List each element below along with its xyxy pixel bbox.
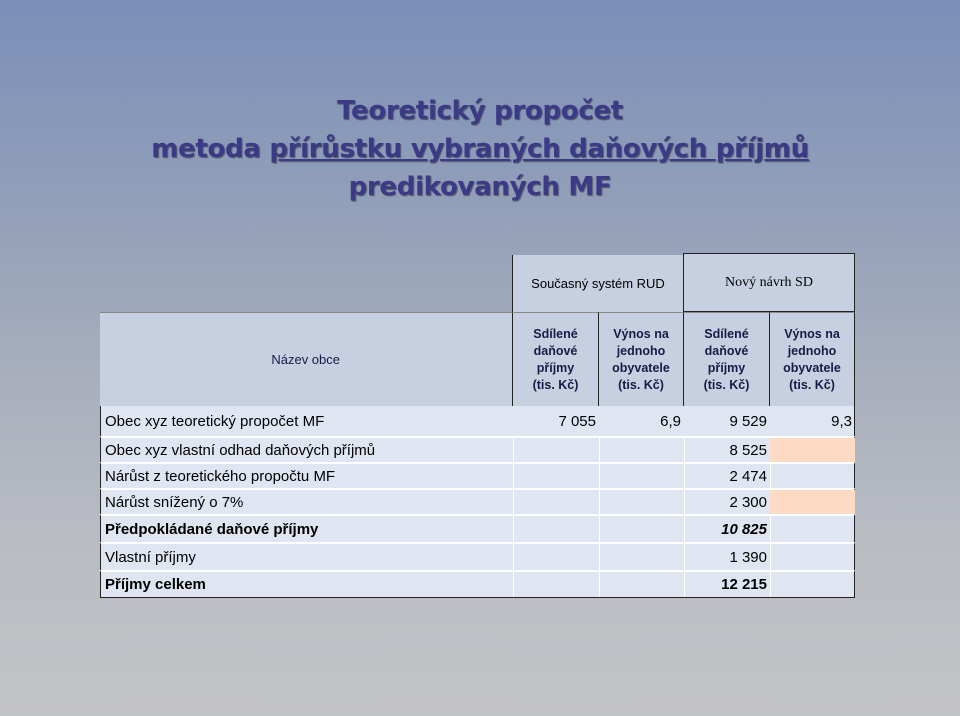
slide-title (0, 92, 960, 206)
table-row (100, 570, 855, 598)
row-value-current-per-capita (599, 490, 684, 514)
group-header-new-sd: Nový návrh SD (683, 253, 855, 312)
column-header-current-shared: Sdílené daňové příjmy (tis. Kč) (512, 312, 598, 406)
row-label: Příjmy celkem (105, 576, 206, 593)
row-value-new-shared: 1 390 (684, 544, 770, 570)
row-value-new-per-capita (770, 490, 855, 514)
table-row (100, 488, 855, 514)
column-header-new-shared: Sdílené daňové příjmy (tis. Kč) (683, 312, 769, 406)
row-value-new-per-capita (770, 516, 855, 542)
row-value-current-per-capita (599, 516, 684, 542)
row-value-current-shared (513, 464, 599, 488)
row-value-current-per-capita (599, 464, 684, 488)
row-value-new-per-capita (770, 438, 855, 462)
title-line-3: predikovaných MF (348, 172, 612, 202)
column-header-current-per-capita: Výnos na jednoho obyvatele (tis. Kč) (598, 312, 683, 406)
row-value-new-shared: 12 215 (684, 572, 770, 597)
row-value-new-shared: 2 300 (684, 490, 770, 514)
table-row (100, 514, 855, 542)
row-value-current-per-capita: 6,9 (660, 412, 681, 430)
row-value-current-shared (513, 544, 599, 570)
title-line-2-prefix: metoda (151, 134, 270, 164)
row-value-current-per-capita (599, 438, 684, 462)
row-value-current-per-capita (599, 544, 684, 570)
row-value-new-per-capita (770, 572, 855, 597)
row-value-new-shared: 9 529 (729, 412, 767, 430)
row-value-current-shared (513, 572, 599, 597)
row-label: Nárůst z teoretického propočtu MF (105, 467, 336, 485)
row-label: Vlastní příjmy (105, 548, 196, 566)
row-value-current-per-capita (599, 572, 684, 597)
row-label: Obec xyz teoretický propočet MF (105, 412, 325, 430)
row-value-current-shared (513, 490, 599, 514)
row-value-new-shared: 2 474 (684, 464, 770, 488)
group-header-current-rud: Současný systém RUD (512, 255, 683, 312)
table-row (100, 406, 855, 436)
row-value-new-per-capita (770, 544, 855, 570)
row-value-current-shared (513, 438, 599, 462)
table-row (100, 542, 855, 570)
title-line-1: Teoretický propočet (337, 96, 623, 126)
row-label: Nárůst snížený o 7% (105, 493, 244, 511)
row-value-current-shared (513, 516, 599, 542)
table-row (100, 436, 855, 462)
column-header-new-per-capita: Výnos na jednoho obyvatele (tis. Kč) (769, 312, 855, 406)
column-header-name: Název obce (100, 312, 512, 406)
row-value-new-shared: 10 825 (684, 516, 770, 542)
table-row (100, 462, 855, 488)
row-label: Předpokládané daňové příjmy (105, 520, 319, 538)
title-line-2 (0, 130, 960, 168)
row-value-new-shared: 8 525 (684, 438, 770, 462)
row-label: Obec xyz vlastní odhad daňových příjmů (105, 441, 376, 459)
row-value-new-per-capita: 9,3 (831, 412, 852, 430)
row-value-current-shared: 7 055 (558, 412, 596, 430)
title-line-2-underlined: přírůstku vybraných daňových příjmů (269, 134, 809, 164)
row-value-new-per-capita (770, 464, 855, 488)
